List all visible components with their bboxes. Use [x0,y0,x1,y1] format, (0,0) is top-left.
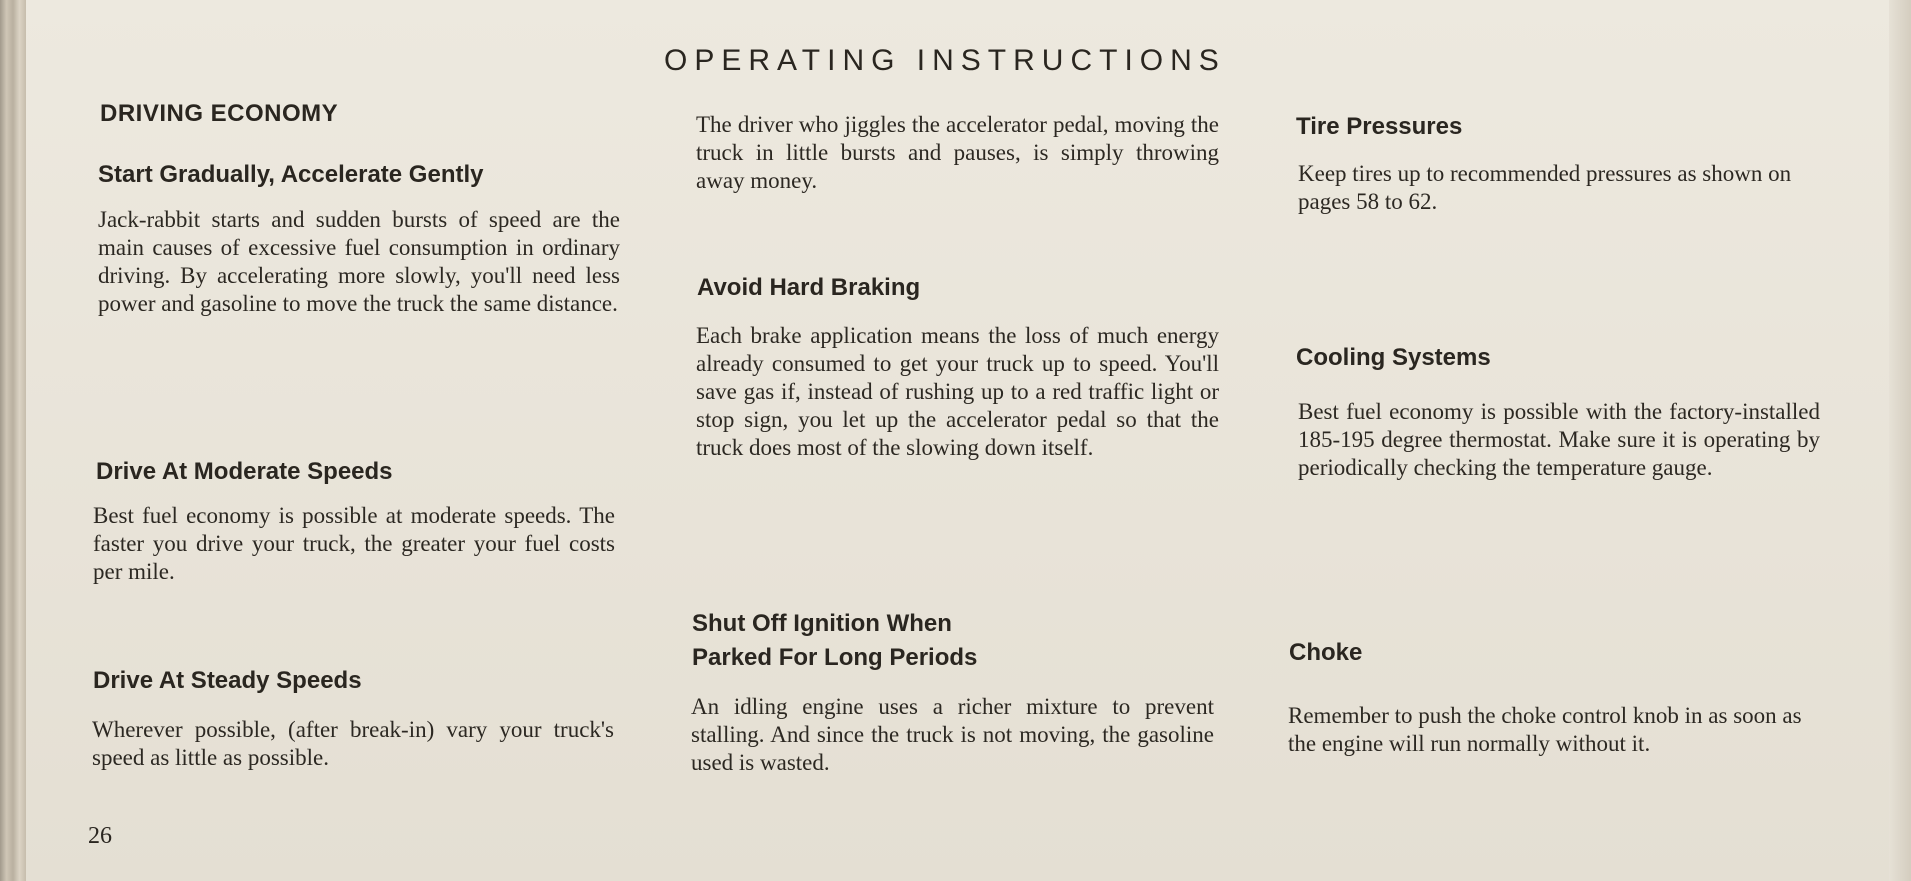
paragraph-moderate-speeds: Best fuel economy is possible at moderate speeds. The faster you drive your truck, the greater your fuel costs per mile. [93,503,615,584]
paragraph-shut-off-ignition: An idling engine uses a richer mixture to prevent stalling. And since the truck is not moving, the gasoline used is wasted. [691,694,1214,775]
heading-choke: Choke [1289,639,1363,666]
paragraph-choke: Remember to push the choke control knob in as soon as the engine will run normally without it. [1288,703,1802,756]
paragraph-start-gradually: Jack-rabbit starts and sudden bursts of speed are the main causes of excessive fuel consumption in ordinary driving. By accelerating more slowly, you'll need less power and gasoline to move the truck the same distance. [98,207,620,316]
heading-avoid-hard-braking: Avoid Hard Braking [697,274,921,301]
paragraph-tire-pressures: Keep tires up to recommended pressures as shown on pages 58 to 62. [1298,161,1792,214]
section-title: DRIVING ECONOMY [100,100,339,127]
heading-tire-pressures: Tire Pressures [1296,113,1463,140]
paragraph-intro: The driver who jiggles the accelerator pedal, moving the truck in little bursts and pauses, is simply throwing away money. [696,112,1219,193]
heading-shut-off-ignition-line1: Shut Off Ignition When [692,610,952,637]
paragraph-steady-speeds: Wherever possible, (after break-in) vary your truck's speed as little as possible. [92,717,614,770]
heading-moderate-speeds: Drive At Moderate Speeds [96,458,393,485]
heading-cooling-systems: Cooling Systems [1296,344,1491,371]
page-number: 26 [88,823,112,849]
book-binding [0,0,26,881]
heading-start-gradually: Start Gradually, Accelerate Gently [98,161,484,188]
running-head: OPERATING INSTRUCTIONS [664,44,1226,77]
paragraph-avoid-hard-braking: Each brake application means the loss of much energy already consumed to get your truck up to speed. You'll save gas if, instead of rushing up to a red traffic light or stop sign, you let up the accelerator pedal so that the truck does most of the slowing down itself. [696,323,1219,460]
page-edge [1889,0,1911,881]
paragraph-cooling-systems: Best fuel economy is possible with the factory-installed 185-195 degree thermostat. Make sure it is operating by periodically checking the temperature gauge. [1298,399,1820,480]
heading-shut-off-ignition-line2: Parked For Long Periods [692,644,978,671]
heading-steady-speeds: Drive At Steady Speeds [93,667,362,694]
